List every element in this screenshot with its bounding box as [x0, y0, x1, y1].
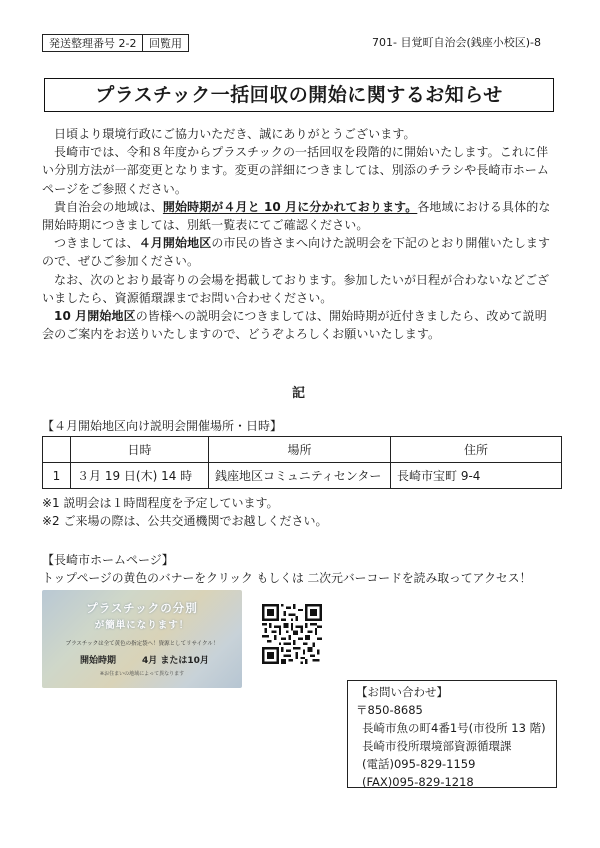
venue-table [42, 436, 562, 489]
contact-department: 長崎市役所環境部資源循環課 [362, 739, 512, 753]
banner-note: ※お住まいの地域によって異なります [99, 671, 185, 677]
paragraph-start-period: 貴自治会の地域は、開始時期が４月と 10 月に分かれております。各地域における具体的な開始時期につきましては、別紙一覧表にてご確認ください。 [42, 199, 551, 233]
contact-address: 長崎市魚の町4番1号(市役所 13 階) [362, 721, 546, 735]
column-address: 住所 [391, 437, 562, 463]
contact-phone: (電話)095-829-1159 [362, 757, 476, 771]
october-area-highlight: 10 月開始地区 [54, 309, 136, 324]
banner-start-label: 開始時期 [80, 656, 117, 666]
row-number: 1 [43, 463, 71, 489]
banner-subtitle: が簡単になります！ [94, 620, 190, 631]
note-duration: ※1 説明会は１時間程度を予定しています。 [42, 496, 279, 510]
circulation-tag: 回覧用 [142, 34, 189, 52]
contact-postal-code: 〒850-8685 [356, 703, 423, 717]
row-address: 長崎市宝町 9-4 [391, 463, 562, 489]
homepage-heading: 【長崎市ホームページ】 [42, 553, 174, 567]
contact-box [347, 680, 557, 788]
homepage-instructions: トップページの黄色のバナーをクリック もしくは 二次元バーコードを読み取ってアクセス！ [42, 571, 532, 585]
reference-number: 701- 目覚町自治会(銭座小校区)-8 [372, 36, 542, 49]
start-period-highlight: 開始時期が４月と 10 月に分かれております。 [162, 199, 418, 214]
notice-body [42, 125, 558, 343]
april-area-highlight: ４月開始地区 [138, 236, 212, 251]
note-transport: ※2 ご来場の際は、公共交通機関でお越しください。 [42, 514, 328, 528]
ki-mark: 記 [292, 386, 306, 401]
banner-description: プラスチックは全て黄色の指定袋へ！資源としてリサイクル！ [65, 641, 219, 647]
banner-title: プラスチックの分別 [86, 601, 198, 615]
contact-fax: (FAX)095-829-1218 [362, 775, 474, 789]
paragraph-briefing: つきましては、４月開始地区の市民の皆さまへ向けた説明会を下記のとおり開催いたしますので、ぜひご参加ください。 [42, 236, 551, 269]
column-number [43, 437, 71, 463]
row-datetime: ３月 19 日(木) 14 時 [71, 463, 209, 489]
row-place: 銭座地区コミュニティセンター [209, 463, 391, 489]
paragraph-october: 10 月開始地区の皆様への説明会につきましては、開始時期が近付きましたら、改めて説明会のご案内をお送りいたしますので、どうぞよろしくお願いいたします。 [42, 309, 547, 342]
paragraph-introduction: 長崎市では、令和８年度からプラスチックの一括回収を段階的に開始いたします。これに伴い分別方法が一部変更となります。変更の詳細につきましては、別添のチラシや長崎市ホームページをご参照ください。 [42, 145, 550, 196]
notes [42, 494, 328, 530]
table-header-row [43, 437, 562, 463]
venue-heading: 【４月開始地区向け説明会開催場所・日時】 [42, 419, 283, 433]
page-title: プラスチック一括回収の開始に関するお知らせ [44, 78, 554, 112]
paragraph-greeting: 日頃より環境行政にご協力いただき、誠にありがとうございます。 [54, 127, 416, 141]
qr-code[interactable] [262, 604, 322, 664]
doc-number-tag: 発送整理番号 2-2 [42, 34, 143, 52]
contact-heading: 【お問い合わせ】 [356, 685, 448, 699]
paragraph-venue-note: なお、次のとおり最寄りの会場を掲載しております。参加したいが日程が合わないなどございましたら、資源循環課までお問い合わせください。 [42, 272, 550, 305]
homepage-banner[interactable] [42, 590, 242, 688]
column-place: 場所 [209, 437, 391, 463]
table-row [43, 463, 562, 489]
column-datetime: 日時 [71, 437, 209, 463]
banner-start-period: 4月 または10月 [142, 656, 209, 666]
